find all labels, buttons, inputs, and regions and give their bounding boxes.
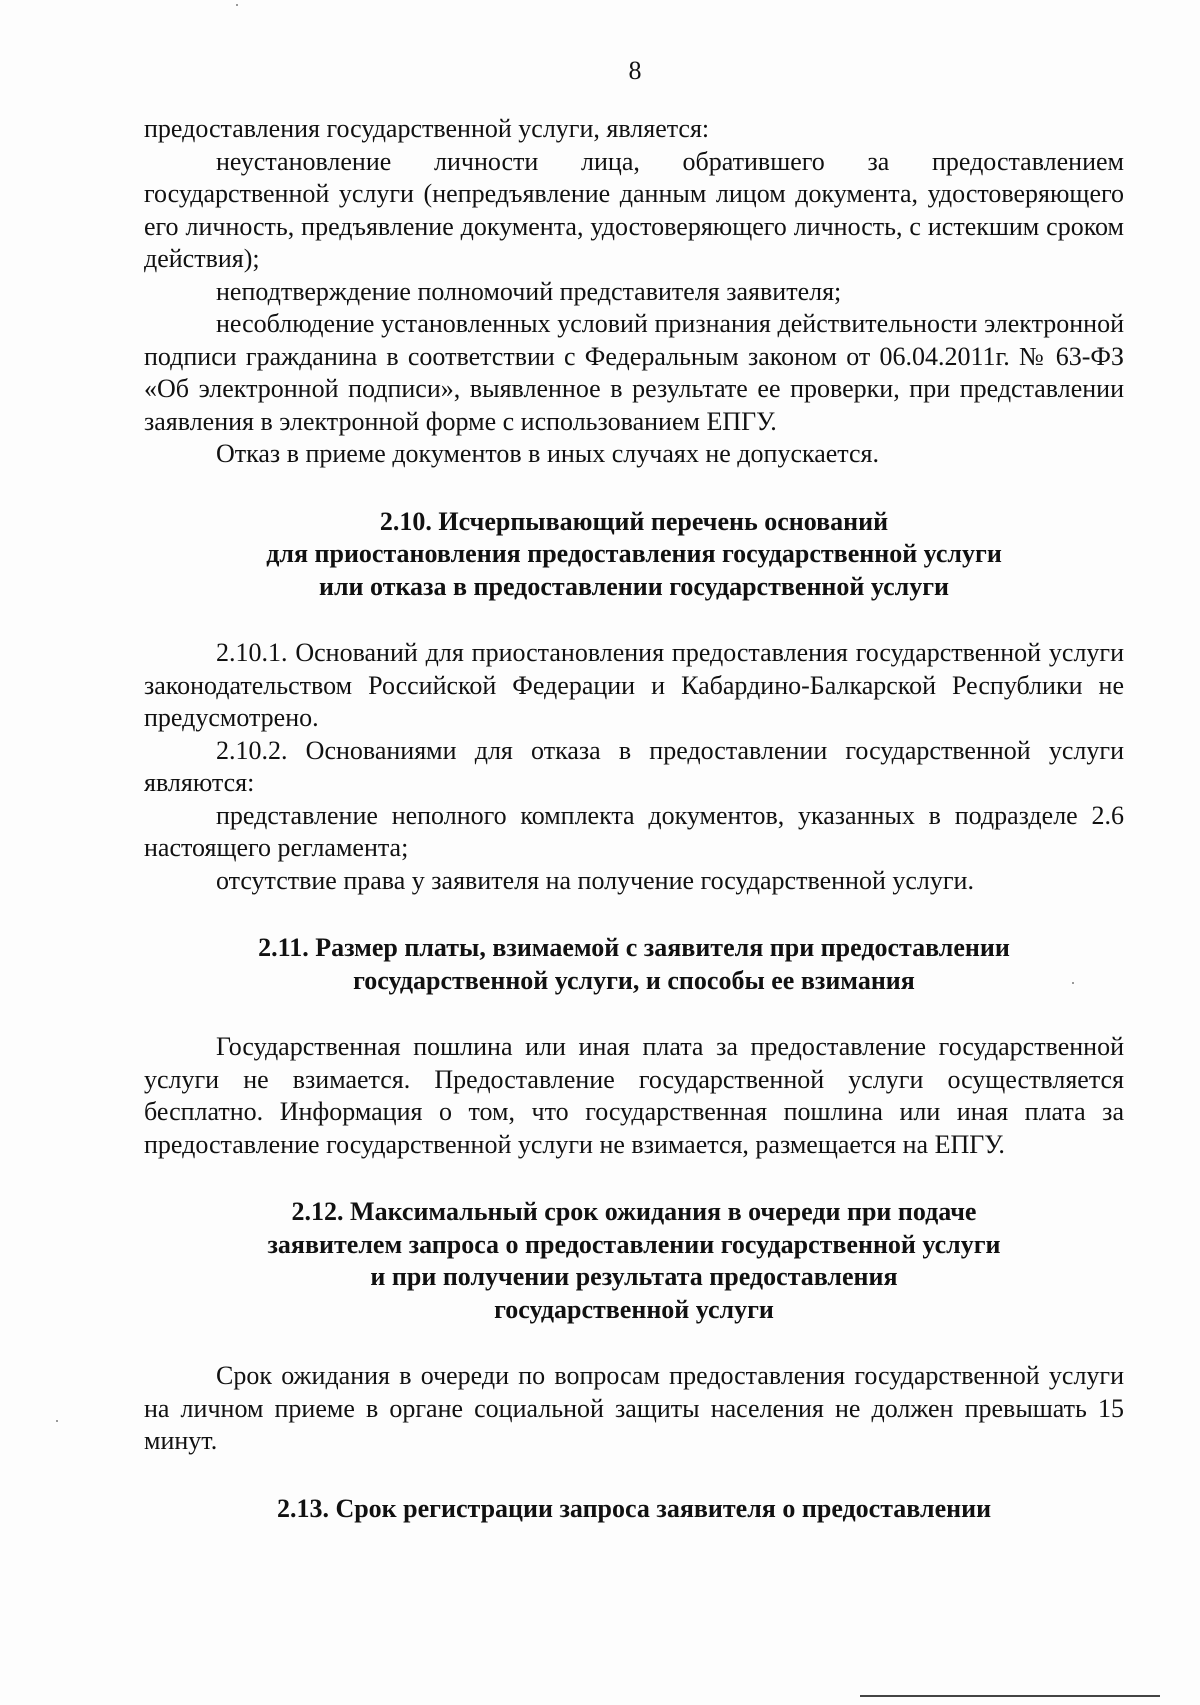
heading-line: заявителем запроса о предоставлении государственной услуги — [267, 1229, 1001, 1259]
heading-line: государственной услуги — [494, 1294, 774, 1324]
section-2-11-heading — [144, 932, 1124, 997]
scan-speck — [1072, 982, 1074, 984]
paragraph-refusal-other: Отказ в приеме документов в иных случаях не допускается. — [216, 439, 879, 468]
section-2-13-heading — [144, 1493, 1124, 1526]
paragraph-queue-time: Срок ожидания в очереди по вопросам предоставления государственной услуги на личном приеме в органе социальной защиты населения не должен превышать 15 минут. — [144, 1361, 1124, 1455]
heading-line: 2.11. Размер платы, взимаемой с заявителя при предоставлении — [258, 933, 1010, 962]
paragraph-authority-ground: неподтверждение полномочий представителя заявителя; — [216, 276, 842, 306]
paragraph-incomplete-docs: представление неполного комплекта документов, указанных в подразделе 2.6 настоящего регламента; — [144, 800, 1124, 862]
paragraph-2-10-2: 2.10.2. Основаниями для отказа в предоставлении государственной услуги являются: — [144, 735, 1124, 797]
section-2-10-heading — [144, 506, 1124, 604]
paragraph-no-right: отсутствие права у заявителя на получение государственной услуги. — [216, 865, 974, 895]
scan-speck — [56, 1420, 58, 1422]
scan-edge-line — [860, 1695, 1160, 1697]
heading-line: государственной услуги, и способы ее взимания — [353, 965, 915, 995]
heading-line: или отказа в предоставлении государственной услуги — [318, 571, 950, 601]
heading-line: для приостановления предоставления государственной услуги — [266, 539, 1002, 568]
paragraph-2-10-1: 2.10.1. Оснований для приостановления предоставления государственной услуги законодательством Российской Федерации и Кабардино-Балкарской Республики не предусмотрено. — [144, 638, 1124, 732]
page-number: 8 — [628, 56, 642, 85]
heading-line: 2.12. Максимальный срок ожидания в очереди при подаче — [291, 1197, 977, 1226]
paragraph-identity-ground: неустановление личности лица, обратившего за предоставлением государственной услуги (непредъявление данным лицом документа, удостоверяющего его личность, предъявление документа, удостоверяющего личность, с истекшим сроком действия); — [144, 146, 1124, 273]
heading-line: 2.13. Срок регистрации запроса заявителя о предоставлении — [276, 1493, 992, 1523]
paragraph-fee: Государственная пошлина или иная плата за предоставление государственной услуги не взимается. Предоставление государственной услуги осуществляется бесплатно. Информация о том, что государственная пошлина или иная плата за предоставление государственной услуги не взимается, размещается на ЕПГУ. — [144, 1032, 1124, 1159]
heading-line: и при получении результата предоставления — [370, 1262, 898, 1291]
heading-line: 2.10. Исчерпывающий перечень оснований — [379, 506, 889, 536]
paragraph-continuation: предоставления государственной услуги, является: — [144, 114, 710, 143]
page-content — [144, 113, 1124, 1525]
scan-speck — [236, 4, 238, 6]
paragraph-signature-ground: несоблюдение установленных условий признания действительности электронной подписи гражданина в соответствии с Федеральным законом от 06.04.2011г. № 63-ФЗ «Об электронной подписи», выявленное в результате ее проверки, при представлении заявления в электронной форме с использованием ЕПГУ. — [144, 309, 1124, 436]
section-2-12-heading — [144, 1196, 1124, 1326]
